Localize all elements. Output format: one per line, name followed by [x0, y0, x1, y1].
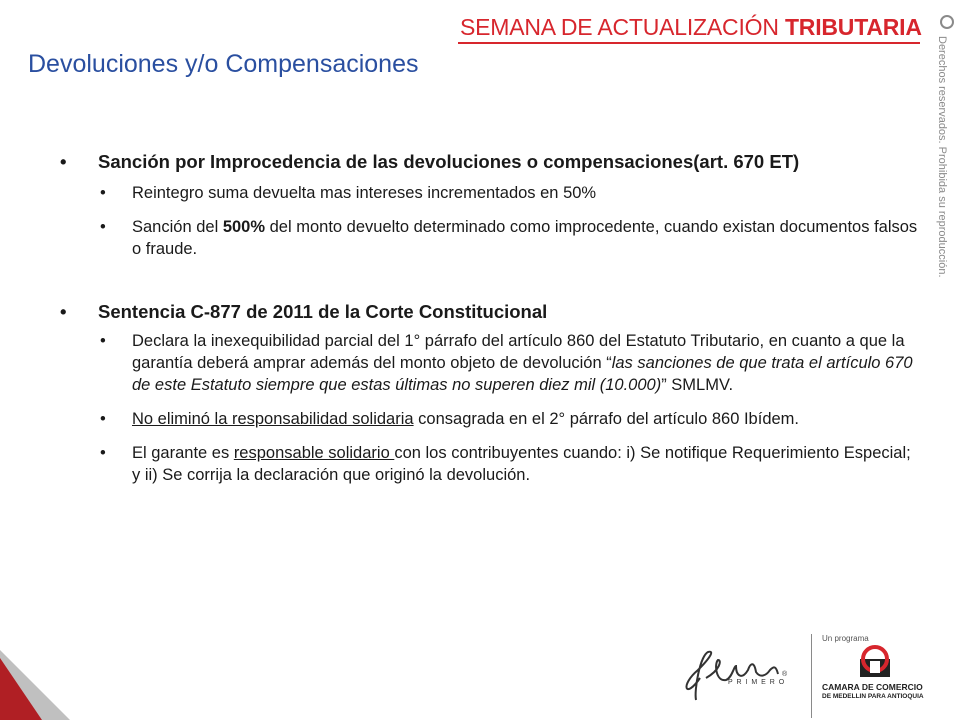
banner-rule [458, 42, 920, 44]
list-item: • Sanción del 500% del monto devuelto determinado como improcedente, cuando existan documentos falsos o fraude. [100, 218, 918, 258]
afiliados-sub: P R I M E R O [728, 679, 786, 686]
banner-bold: TRIBUTARIA [784, 14, 922, 40]
bullet-icon: • [100, 332, 106, 350]
bullet-icon: • [100, 444, 106, 462]
page-title: Devoluciones y/o Compensaciones [28, 50, 419, 78]
corner-decoration-icon [0, 650, 80, 720]
footer-divider [811, 634, 812, 718]
program-label: Un programa [822, 634, 869, 643]
ccm-logo-icon [858, 645, 892, 679]
list-item: • El garante es responsable solidario con los contribuyentes cuando: i) Se notifique Requerimiento Especial; y ii) Se corrija la declaración que originó la devolución. [100, 444, 911, 484]
event-banner [460, 14, 922, 41]
banner-regular: SEMANA DE ACTUALIZACIÓN [460, 14, 779, 40]
section-heading-1: • Sanción por Improcedencia de las devoluciones o compensaciones(art. 670 ET) [60, 151, 800, 172]
bullet-icon: • [100, 410, 106, 428]
chamber-sub: DE MEDELLIN PARA ANTIOQUIA [822, 693, 924, 700]
chamber-name: CAMARA DE COMERCIO [822, 682, 923, 692]
bullet-icon: • [100, 184, 106, 202]
ccm-small-logo-icon [940, 15, 954, 29]
list-item: • No eliminó la responsabilidad solidaria consagrada en el 2° párrafo del artículo 860 Ibídem. [100, 410, 799, 428]
copyright-side-text: Derechos reservados. Prohibida su reproducción. [936, 36, 948, 278]
svg-text:®: ® [782, 671, 788, 678]
list-item: • Declara la inexequibilidad parcial del 1° párrafo del artículo 860 del Estatuto Tributario, en cuanto a que la garantía deberá amprar además del monto objeto de devolución “las sanciones de que trata el artículo 670 de este Estatuto siempre que estas últimas no superen diez mil (10.000)” SMLMV. [100, 332, 913, 394]
list-item: • Reintegro suma devuelta mas intereses incrementados en 50% [100, 184, 597, 202]
section-heading-2: • Sentencia C-877 de 2011 de la Corte Constitucional [60, 301, 548, 322]
bullet-icon: • [60, 301, 67, 322]
slide-content [60, 150, 920, 486]
bullet-icon: • [60, 151, 67, 172]
afiliados-logo [670, 630, 800, 715]
bullet-icon: • [100, 218, 106, 236]
